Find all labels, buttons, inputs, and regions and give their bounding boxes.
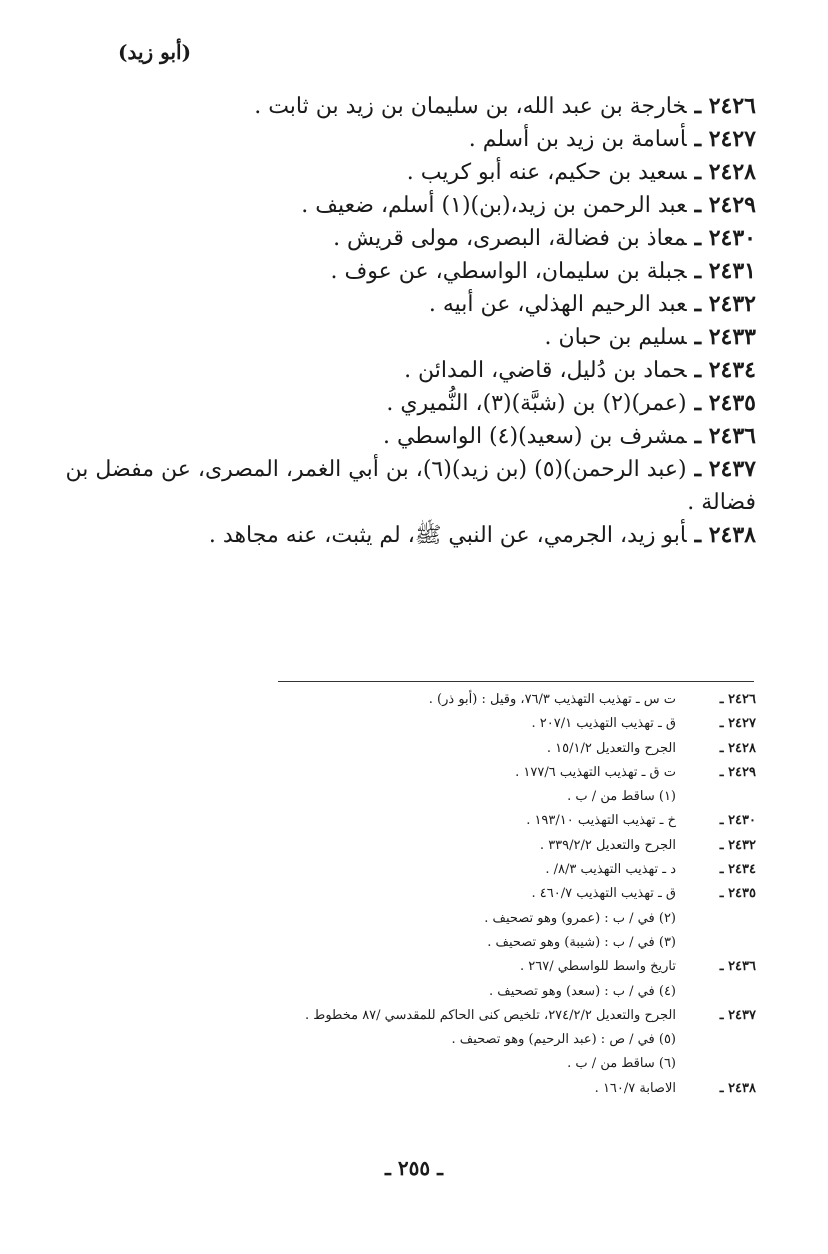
entry-text: أبو زيد، الجرمي، عن النبي ﷺ، لم يثبت، عنه مجاهد .	[208, 523, 687, 548]
footnote-text: (٥) في / ص : (عبد الرحيم) وهو تصحيف .	[451, 1032, 676, 1048]
footnote-row	[196, 1008, 756, 1032]
footnote-row	[196, 1056, 756, 1080]
footnote-row	[196, 789, 756, 813]
entry-text: أسامة بن زيد بن أسلم .	[468, 127, 687, 152]
footnote-text: خ ـ تهذيب التهذيب ١٩٣/١٠ .	[526, 813, 676, 829]
footnote-text: (٤) في / ب : (سعد) وهو تصحيف .	[488, 983, 676, 999]
entry-number: ٢٤٣٨ ـ	[694, 522, 756, 548]
footnote-row	[196, 984, 756, 1008]
entry-text: جبلة بن سليمان، الواسطي، عن عوف .	[330, 259, 687, 284]
entry-item	[36, 354, 756, 387]
entry-number: ٢٤٢٦ ـ	[694, 93, 756, 119]
footnote-number: ٢٤٢٦ ـ	[719, 692, 756, 707]
entry-number: ٢٤٣١ ـ	[694, 258, 756, 284]
page-number: ـ ٢٥٥ ـ	[385, 1156, 443, 1180]
footnote-number: ٢٤٣٦ ـ	[719, 959, 756, 975]
footnote-text: د ـ تهذيب التهذيب ٨/٣/ .	[545, 862, 676, 878]
footnote-text: ت ق ـ تهذيب التهذيب ١٧٧/٦ .	[515, 764, 676, 780]
footnote-number: ٢٤٣٤ ـ	[719, 862, 756, 878]
entry-item	[36, 519, 756, 552]
entry-item	[36, 387, 756, 420]
entry-item	[36, 90, 756, 123]
footnote-row	[196, 838, 756, 862]
entry-number: ٢٤٣٢ ـ	[694, 291, 756, 317]
entry-item	[36, 222, 756, 255]
entry-text: مشرف بن (سعيد)(٤) الواسطي .	[382, 424, 687, 449]
footnote-text: الجرح والتعديل ١٥/١/٢ .	[546, 740, 676, 756]
footnote-text: (٣) في / ب : (شيبة) وهو تصحيف .	[487, 934, 676, 950]
footnote-text: الجرح والتعديل ٣٣٩/٢/٢ .	[539, 837, 676, 853]
footnotes-list	[196, 692, 756, 1105]
footnote-text: تاريخ واسط للواسطي /٢٦٧ .	[520, 959, 676, 975]
footnote-text: ق ـ تهذيب التهذيب ٤٦٠/٧ .	[531, 886, 676, 902]
footnote-row	[196, 813, 756, 837]
footnote-number: ٢٤٢٩ ـ	[719, 764, 756, 780]
entry-text: (عمر)(٢) بن (شبَّة)(٣)، النُّميري .	[386, 391, 687, 416]
entry-item	[36, 255, 756, 288]
entry-number: ٢٤٣٣ ـ	[694, 324, 756, 350]
running-head: (أبو زيد)	[118, 40, 192, 64]
entries-list	[36, 90, 756, 552]
entry-item	[36, 321, 756, 354]
footnote-row	[196, 911, 756, 935]
entry-number: ٢٤٢٨ ـ	[694, 159, 756, 185]
footnote-row	[196, 692, 756, 716]
footnote-row	[196, 935, 756, 959]
entry-text: عبد الرحيم الهذلي، عن أبيه .	[428, 292, 687, 317]
footnote-row	[196, 741, 756, 765]
footnote-text: الجرح والتعديل ٢٧٤/٢/٢، تلخيص كنى الحاكم للمقدسي /٨٧ مخطوط .	[305, 1007, 676, 1023]
footnote-number: ٢٤٣٠ ـ	[719, 813, 756, 829]
footnote-row	[196, 1081, 756, 1105]
footnote-row	[196, 716, 756, 740]
entry-text: معاذ بن فضالة، البصرى، مولى قريش .	[333, 226, 687, 251]
footnote-row	[196, 862, 756, 886]
footnote-text: ق ـ تهذيب التهذيب ٢٠٧/١ .	[531, 716, 676, 732]
footnote-text: الاصابة ١٦٠/٧ .	[594, 1080, 676, 1096]
footnote-row	[196, 886, 756, 910]
entry-text: سليم بن حبان .	[544, 325, 687, 350]
entry-text: سعيد بن حكيم، عنه أبو كريب .	[406, 160, 687, 185]
footnote-text: ت س ـ تهذيب التهذيب ٧٦/٣، وقيل : (أبو ذر) .	[428, 692, 676, 707]
entry-text: خارجة بن عبد الله، بن سليمان بن زيد بن ثابت .	[254, 94, 687, 119]
entry-number: ٢٤٣٦ ـ	[694, 423, 756, 449]
footnote-row	[196, 765, 756, 789]
entry-number: ٢٤٣٤ ـ	[694, 357, 756, 383]
footnote-number: ٢٤٢٨ ـ	[719, 740, 756, 756]
entry-text: (عبد الرحمن)(٥) (بن زيد)(٦)، بن أبي الغمر، المصرى، عن مفضل بن فضالة .	[65, 457, 756, 515]
footnote-row	[196, 959, 756, 983]
entry-number: ٢٤٢٩ ـ	[694, 192, 756, 218]
footnote-number: ٢٤٣٧ ـ	[719, 1007, 756, 1023]
footnote-number: ٢٤٣٢ ـ	[719, 837, 756, 853]
footnote-text: (٢) في / ب : (عمرو) وهو تصحيف .	[484, 910, 676, 926]
entry-item	[36, 123, 756, 156]
entry-item	[36, 156, 756, 189]
footnote-separator	[278, 681, 754, 682]
entry-number: ٢٤٣٥ ـ	[694, 390, 756, 416]
entry-item	[36, 453, 756, 519]
footnote-number: ٢٤٢٧ ـ	[719, 716, 756, 732]
footnote-number: ٢٤٣٥ ـ	[719, 886, 756, 902]
entry-number: ٢٤٣٠ ـ	[694, 225, 756, 251]
entry-item	[36, 189, 756, 222]
footnote-text: (٦) ساقط من / ب .	[567, 1056, 676, 1072]
footnote-number: ٢٤٣٨ ـ	[719, 1080, 756, 1096]
entry-number: ٢٤٢٧ ـ	[694, 126, 756, 152]
entry-item	[36, 288, 756, 321]
entry-text: حماد بن دُليل، قاضي، المدائن .	[404, 358, 687, 383]
entry-number: ٢٤٣٧ ـ	[694, 456, 756, 482]
entry-item	[36, 420, 756, 453]
entry-text: عبد الرحمن بن زيد،(بن)(١) أسلم، ضعيف .	[301, 193, 687, 218]
footnote-row	[196, 1032, 756, 1056]
footnote-text: (١) ساقط من / ب .	[567, 789, 676, 805]
